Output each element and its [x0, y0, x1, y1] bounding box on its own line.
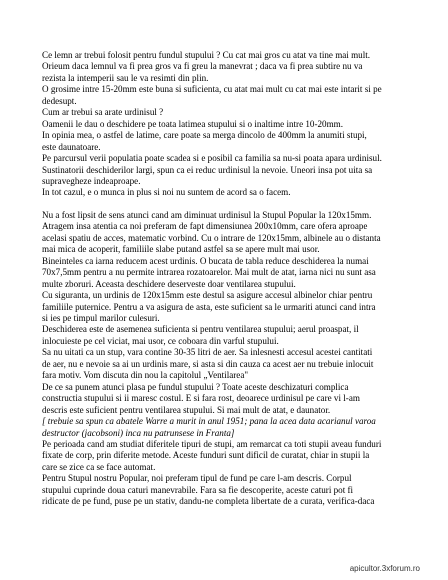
text-line: fara motiv. Vom discuta din nou la capitolul „Ventilarea" [42, 370, 249, 381]
text-line: In opinia mea, o astfel de latime, care poate sa merga dincolo de 400mm la anumiti stupi, [42, 130, 367, 141]
text-line: este daunatoare. [42, 141, 101, 152]
text-line: familiile puternice. Pentru a va asigura de asta, este suficient sa le urmariti atunci cand intra [42, 301, 376, 312]
text-line: 70x7,5mm pentru a nu permite intrarea rozatoarelor. Mai mult de atat, iarna nici nu sunt asa [42, 267, 376, 278]
text-line: Deschiderea este de asemenea suficienta si pentru ventilarea stupului; aerul proaspat, il [42, 324, 359, 335]
paragraph-block [42, 50, 420, 199]
document-body [42, 50, 420, 508]
text-line: destructor (jacobsoni) inca nu patrunsese in Franta] [42, 427, 235, 438]
text-line: inlocuieste pe cel viciat, mai usor, ce coboara din varful stupului. [42, 335, 279, 346]
text-line: Nu a fost lipsit de sens atunci cand am diminuat urdinisul la Stupul Popular la 120x15mm. [42, 209, 372, 220]
text-line: Pe perioada cand am studiat diferitele tipuri de stupi, am remarcat ca toti stupii aveau funduri [42, 438, 382, 449]
text-line: De ce sa punem atunci plasa pe fundul stupului ? Toate aceste deschizaturi complica [42, 381, 349, 392]
text-line: Ce lemn ar trebui folosit pentru fundul stupului ? Cu cat mai gros cu atat va tine mai mult. [42, 50, 371, 60]
text-line: Bineinteles ca iarna reducem acest urdinis. O bucata de tabla reduce deschiderea la numai [42, 255, 369, 266]
text-line: Sustinatorii deschiderilor largi, spun ca ei reduc urdinisul la nevoie. Uneori insa pot uita sa [42, 164, 373, 175]
text-line: Pe parcursul verii populatia poate scadea si e posibil ca familia sa nu-si poata apara urdinisul. [42, 153, 382, 164]
text-line: stupului cuprinde doua caturi manevrabile. Fara sa fie descoperite, aceste caturi pot fi [42, 484, 354, 495]
text-line: si ies pe timpul marilor culesuri. [42, 312, 160, 323]
paragraph-gap [42, 199, 420, 210]
text-line: In tot cazul, e o munca in plus si noi nu suntem de acord sa o facem. [42, 187, 291, 198]
text-line: Atragem insa atentia ca noi preferam de fapt dimensiunea 200x10mm, care ofera aproape [42, 221, 368, 232]
text-line: acelasi spatiu de acces, matematic vorbind. Cu o intrare de 120x15mm, albinele au o distanta [42, 232, 381, 243]
site-footer: apicultor.3xforum.ro [349, 564, 420, 573]
text-line: Oamenii le dau o deschidere pe toata latimea stupului si o inaltime intre 10-20mm. [42, 118, 344, 129]
text-line: dedesupt. [42, 95, 77, 106]
text-line: Sa nu uitati ca un stup, vara contine 30-35 litri de aer. Sa inlesnesti accesul acestei cantitati [42, 347, 373, 358]
text-line: mai mica de acoperit, familiile slabe putand astfel sa se apere mult mai usor. [42, 244, 320, 255]
text-line: constructia stupului si ii maresc costul. E si fara rost, deoarece urdinisul pe care vi l-am [42, 393, 360, 404]
text-line: care se zice ca se face automat. [42, 461, 156, 472]
text-line: rezista la intemperii sau le va resimti din plin. [42, 72, 209, 83]
text-line: Pentru Stupul nostru Popular, noi preferam tipul de fund pe care l-am descris. Corpul [42, 473, 352, 484]
text-line: Cu siguranta, un urdinis de 120x15mm este destul sa asigure accesul albinelor chiar pentru [42, 290, 373, 301]
text-line: ridicate de pe fund, puse pe un stativ, dandu-ne completa libertate de a curata, verifica-daca [42, 496, 375, 507]
text-line: de aer, nu e nevoie sa ai un urdinis mare, si asta si din cauza ca acest aer nu trebuie inlocuit [42, 358, 374, 369]
text-line: supravegheze indeaproape. [42, 175, 141, 186]
text-line: Orieum daca lemnul va fi prea gros va fi greu la manevrat ; daca va fi prea subtire nu va [42, 61, 363, 72]
text-line: fixate de corp, prin diferite metode. Aceste funduri sunt dificil de curatat, chiar in stupii la [42, 450, 370, 461]
text-line: [ trebuie sa spun ca abatele Warre a murit in anul 1951; pana la acea data acarianul varoa [42, 416, 376, 427]
text-line: O grosime intre 15-20mm este buna si suficienta, cu atat mai mult cu cat mai este intarit si pe [42, 84, 382, 95]
paragraph-block [42, 210, 420, 508]
text-line: multe zboruri. Aceasta deschidere deserveste doar ventilarea stupului. [42, 278, 296, 289]
text-line: descris este suficient pentru ventilarea stupului. Si mai mult de atat, e daunator. [42, 404, 331, 415]
text-line: Cum ar trebui sa arate urdinisul ? [42, 107, 164, 118]
